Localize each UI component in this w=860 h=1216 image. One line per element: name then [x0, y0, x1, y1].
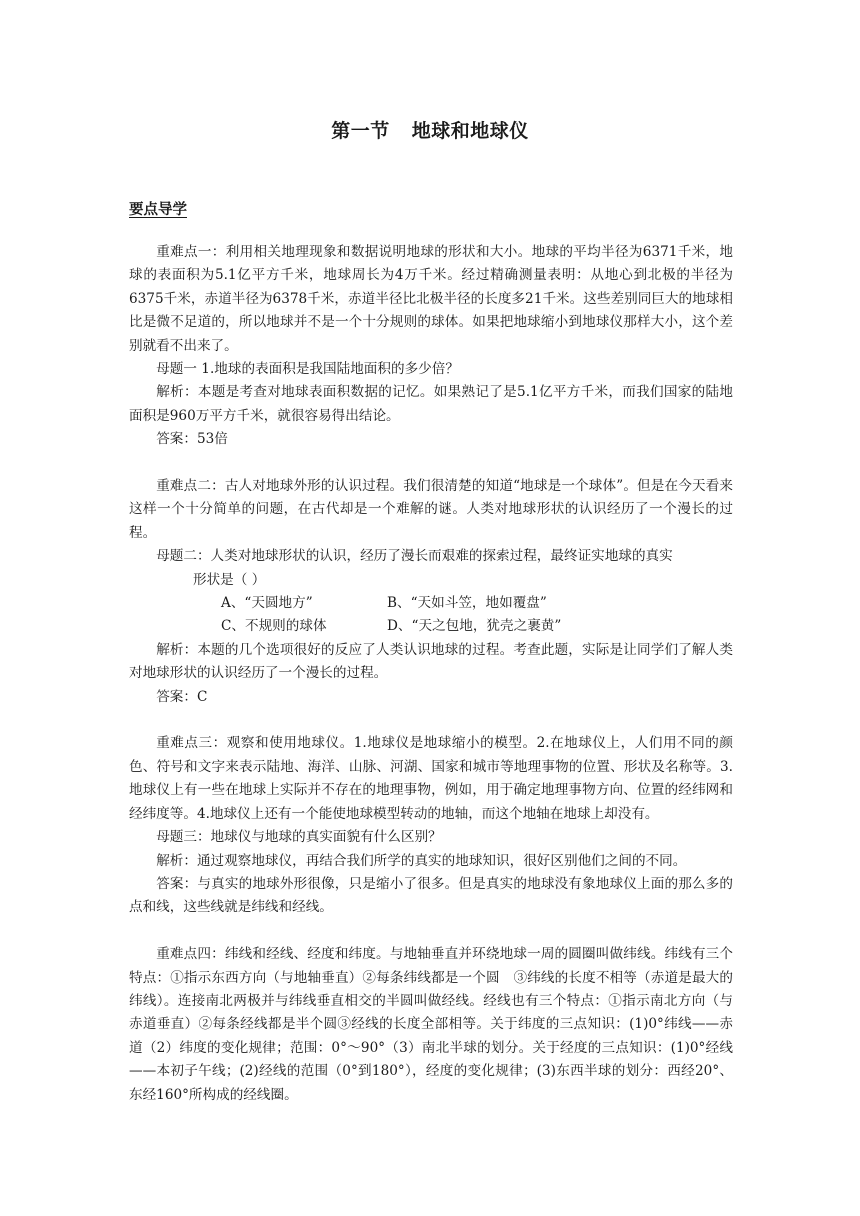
key-point-3: 重难点三：观察和使用地球仪。1.地球仪是地球缩小的模型。2.在地球仪上，人们用不同的颜色、符号和文字来表示陆地、海洋、山脉、河湖、国家和城市等地理事物的位置、形状及名称等。3.地球仪上有一些在地球上实际并不存在的地理事物，例如，用于确定地理事物方向、位置的经纬网和经纬度等。4.地球仪上还有一个能使地球模型转动的地轴，而这个地轴在地球上却没有。 [129, 735, 733, 822]
question-1: 母题一 1.地球的表面积是我国陆地面积的多少倍？ [156, 361, 459, 378]
spacer [129, 920, 733, 943]
answer-1: 答案：53倍 [156, 431, 228, 448]
page-title [0, 116, 860, 143]
option-a: A、“天圆地方” [221, 595, 313, 612]
document-body [129, 241, 733, 1107]
key-point-2: 重难点二：古人对地球外形的认识过程。我们很清楚的知道“地球是一个球体”。但是在今天看来这样一个十分简单的问题，在古代却是一个难解的谜。人类对地球形状的认识经历了一个漫长的过程。 [129, 478, 733, 541]
option-c: C、不规则的球体 [221, 618, 327, 635]
title-section-number: 第一节 [331, 120, 390, 142]
answer-3: 答案：与真实的地球外形很像，只是缩小了很多。但是真实的地球没有象地球仪上面的那么多的点和线，这些线就是纬线和经线。 [129, 875, 733, 916]
option-b: B、“天如斗笠，地如覆盘” [387, 595, 547, 612]
spacer [129, 452, 733, 475]
analysis-2: 解析：本题的几个选项很好的反应了人类认识地球的过程。考查此题，实际是让同学们了解人类对地球形状的认识经历了一个漫长的过程。 [129, 641, 733, 682]
analysis-3: 解析：通过观察地球仪，再结合我们所学的真实的地球知识，很好区别他们之间的不同。 [156, 852, 687, 869]
spacer [129, 709, 733, 732]
title-text: 地球和地球仪 [411, 120, 529, 142]
question-2-options [129, 592, 733, 639]
analysis-1: 解析：本题是考查对地球表面积数据的记忆。如果熟记了是5.1亿平方千米，而我们国家的陆地面积是960万平方千米，就很容易得出结论。 [129, 384, 733, 424]
key-point-1: 重难点一：利用相关地理现象和数据说明地球的形状和大小。地球的平均半径为6371千米，地球的表面积为5.1亿平方千米，地球周长为4万千米。经过精确测量表明：从地心到北极的半径为6375千米，赤道半径为6378千米，赤道半径比北极半径的长度多21千米。这些差别同巨大的地球相比是微不足道的，所以地球并不是一个十分规则的球体。如果把地球缩小到地球仪那样大小，这个差别就看不出来了。 [129, 244, 733, 354]
question-3: 母题三：地球仪与地球的真实面貌有什么区别？ [156, 829, 442, 846]
answer-2: 答案：C [156, 688, 208, 705]
question-2: 母题二：人类对地球形状的认识，经历了漫长而艰难的探索过程，最终证实地球的真实 [156, 548, 673, 565]
option-d: D、“天之包地，犹壳之裹黄” [387, 618, 562, 635]
key-point-4: 重难点四：纬线和经线、经度和纬度。与地轴垂直并环绕地球一周的圆圈叫做纬线。纬线有三个特点：①指示东西方向（与地轴垂直）②每条纬线都是一个圆 ③纬线的长度不相等（赤道是最大的纬线）。连接南北两极并与纬线垂直相交的半圆叫做经线。经线也有三个特点：①指示南北方向（与赤道垂直）②每条经线都是半个圆③经线的长度全部相等。关于纬度的三点知识：(1)0°纬线——赤道（2）纬度的变化规律；范围：0°～90°（3）南北半球的划分。关于经度的三点知识：(1)0°经线——本初子午线；(2)经线的范围（0°到180°），经度的变化规律；(3)东西半球的划分：西经20°、东经160°所构成的经线圈。 [129, 946, 733, 1103]
question-2-continuation: 形状是（ ） [193, 571, 266, 588]
section-heading: 要点导学 [129, 202, 187, 218]
